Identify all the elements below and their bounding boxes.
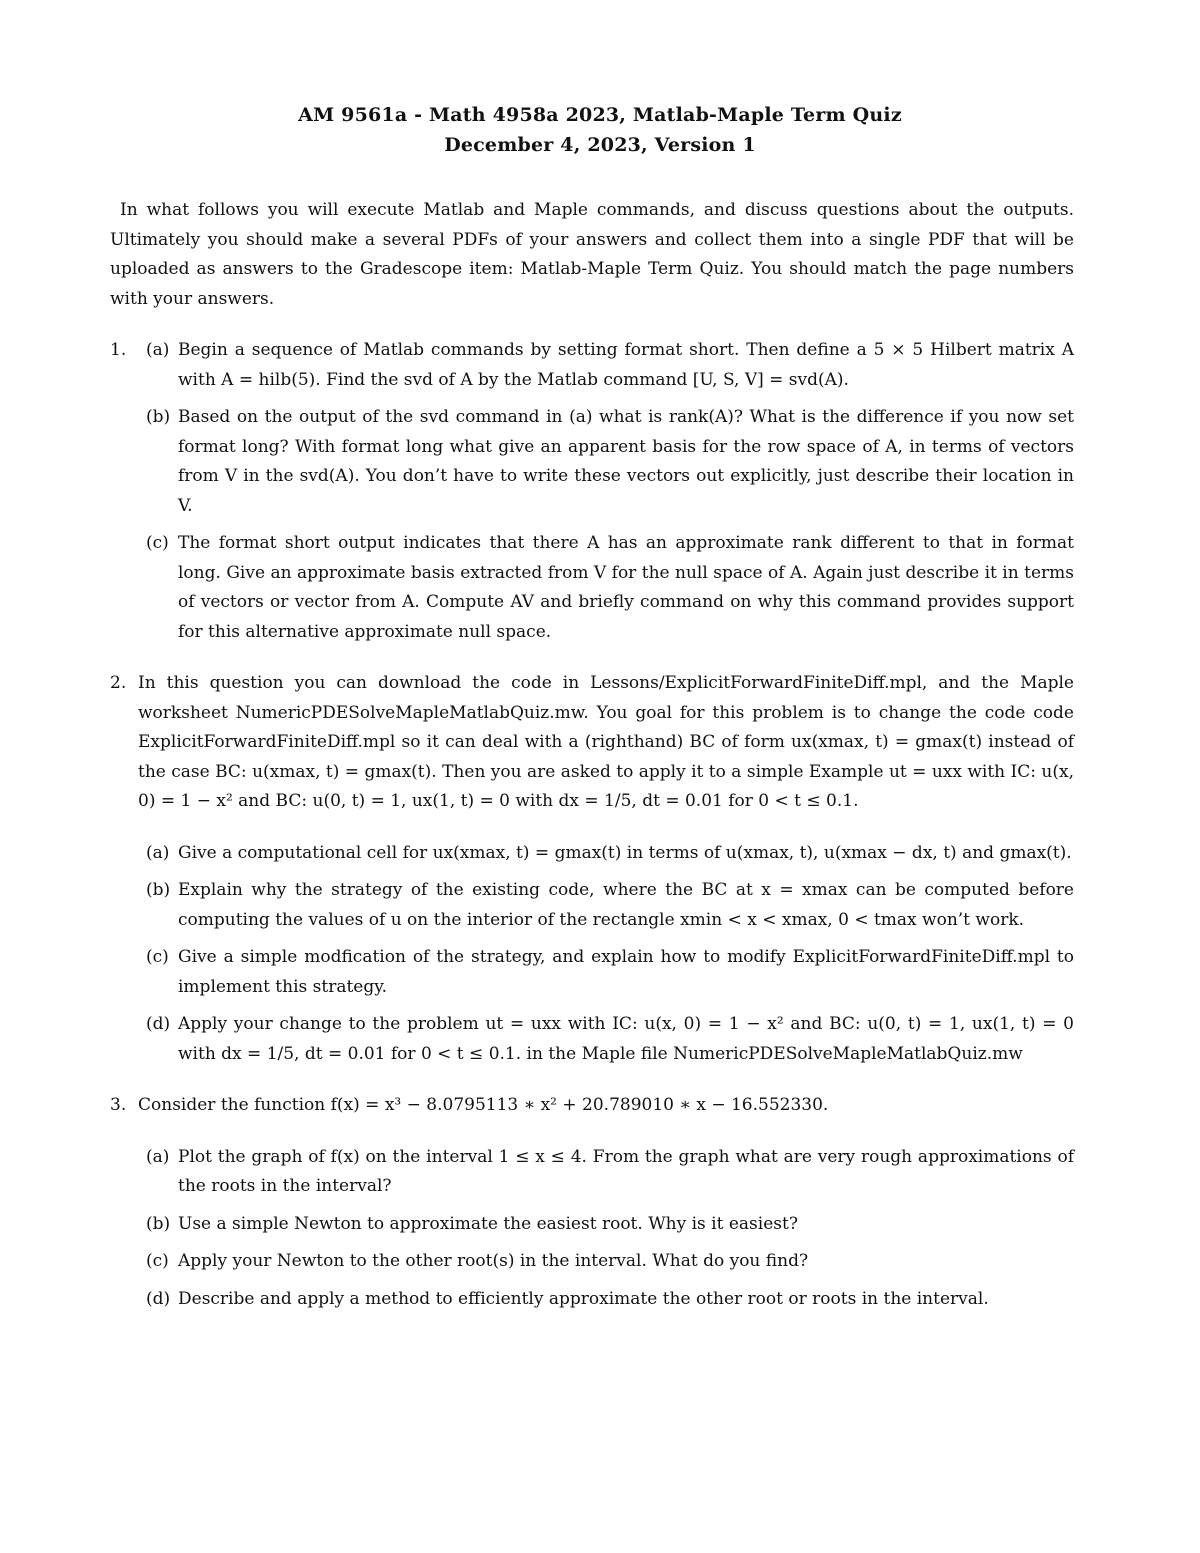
question-content — [138, 669, 1074, 1069]
question-3-part-a — [138, 1143, 1074, 1202]
question-1-part-b — [138, 403, 1074, 521]
part-text: The format short output indicates that there A has an approximate rank different to that in format long. Give an approximate basis extracted from V for the null space of A. Again just describe it in terms of vectors or vector from A. Compute AV and briefly command on why this command provides support for this alternative approximate null space. — [178, 533, 1074, 642]
question-3-part-b — [138, 1210, 1074, 1240]
part-text: Give a computational cell for ux(xmax, t) = gmax(t) in terms of u(xmax, t), u(xmax − dx, t) and gmax(t). — [178, 842, 1072, 863]
part-text: Apply your change to the problem ut = uxx with IC: u(x, 0) = 1 − x² and BC: u(0, t) = 1, ux(1, t) = 0 with dx = 1/5, dt = 0.01 for 0 < t ≤ 0.1. in the Maple file NumericPDESolveMapleMatlabQuiz.mw — [178, 1014, 1074, 1064]
intro-paragraph: In what follows you will execute Matlab and Maple commands, and discuss questions about the outputs. Ultimately you should make a several PDFs of your answers and collect them into a single PDF that will be uploaded as answers to the Gradescope item: Matlab-Maple Term Quiz. You should match the page numbers with your answers. — [110, 200, 1074, 309]
part-text: Describe and apply a method to efficiently approximate the other root or roots in the interval. — [178, 1288, 989, 1309]
question-2-part-c — [138, 943, 1074, 1002]
part-label: (a) — [146, 1146, 170, 1167]
part-label: (d) — [146, 1288, 171, 1309]
question-2-text: In this question you can download the code in Lessons/ExplicitForwardFiniteDiff.mpl, and the Maple worksheet NumericPDESolveMapleMatlabQuiz.mw. You goal for this problem is to change the code code ExplicitForwardFiniteDiff.mpl so it can deal with a (righthand) BC of form ux(xmax, t) = gmax(t) instead of the case BC: u(xmax, t) = gmax(t). Then you are asked to apply it to a simple Example ut = uxx with IC: u(x, 0) = 1 − x² and BC: u(0, t) = 1, ux(1, t) = 0 with dx = 1/5, dt = 0.01 for 0 < t ≤ 0.1. — [138, 673, 1074, 811]
title-block — [0, 100, 1200, 160]
part-label: (c) — [146, 1251, 169, 1271]
question-3-text: Consider the function f(x) = x³ − 8.0795113 ∗ x² + 20.789010 ∗ x − 16.552330. — [138, 1095, 829, 1115]
document-title: AM 9561a - Math 4958a 2023, Matlab-Maple Term Quiz — [298, 104, 902, 126]
part-label: (a) — [146, 340, 170, 360]
part-label: (a) — [146, 842, 170, 863]
part-text: Explain why the strategy of the existing code, where the BC at x = xmax can be computed before computing the values of u on the interior of the rectangle xmin < x < xmax, 0 < tmax won’t work. — [178, 880, 1074, 930]
part-label: (d) — [146, 1014, 171, 1034]
question-2 — [110, 669, 1074, 1069]
question-content — [138, 1091, 1074, 1314]
question-1 — [110, 336, 1074, 647]
question-content — [138, 336, 1074, 647]
question-1-part-a — [138, 336, 1074, 395]
document-date: December 4, 2023, Version 1 — [444, 134, 756, 156]
question-3 — [110, 1091, 1074, 1314]
part-text: Give a simple modfication of the strategy, and explain how to modify ExplicitForwardFiniteDiff.mpl to implement this strategy. — [178, 947, 1074, 997]
part-label: (b) — [146, 407, 171, 427]
part-label: (b) — [146, 1213, 171, 1234]
part-label: (c) — [146, 533, 169, 553]
question-2-part-b — [138, 876, 1074, 935]
part-label: (c) — [146, 947, 169, 967]
question-number: 3. — [110, 1095, 127, 1115]
part-text: Use a simple Newton to approximate the easiest root. Why is it easiest? — [178, 1213, 798, 1234]
question-2-part-a — [138, 839, 1074, 869]
document-body — [110, 196, 1074, 1336]
question-3-part-d — [138, 1285, 1074, 1315]
part-text: Apply your Newton to the other root(s) in the interval. What do you find? — [178, 1251, 809, 1271]
part-text: Based on the output of the svd command in (a) what is rank(A)? What is the difference if you now set format long? With format long what give an apparent basis for the row space of A, in terms of vectors from V in the svd(A). You don’t have to write these vectors out explicitly, just describe their location in V. — [178, 407, 1074, 516]
question-1-part-c — [138, 529, 1074, 647]
part-text: Begin a sequence of Matlab commands by setting format short. Then define a 5 × 5 Hilbert matrix A with A = hilb(5). Find the svd of A by the Matlab command [U, S, V] = svd(A). — [178, 340, 1074, 390]
part-label: (b) — [146, 880, 171, 900]
part-text: Plot the graph of f(x) on the interval 1 ≤ x ≤ 4. From the graph what are very rough approximations of the roots in the interval? — [178, 1146, 1074, 1196]
question-number: 1. — [110, 340, 127, 360]
question-number: 2. — [110, 673, 127, 693]
question-2-part-d — [138, 1010, 1074, 1069]
question-3-part-c — [138, 1247, 1074, 1277]
